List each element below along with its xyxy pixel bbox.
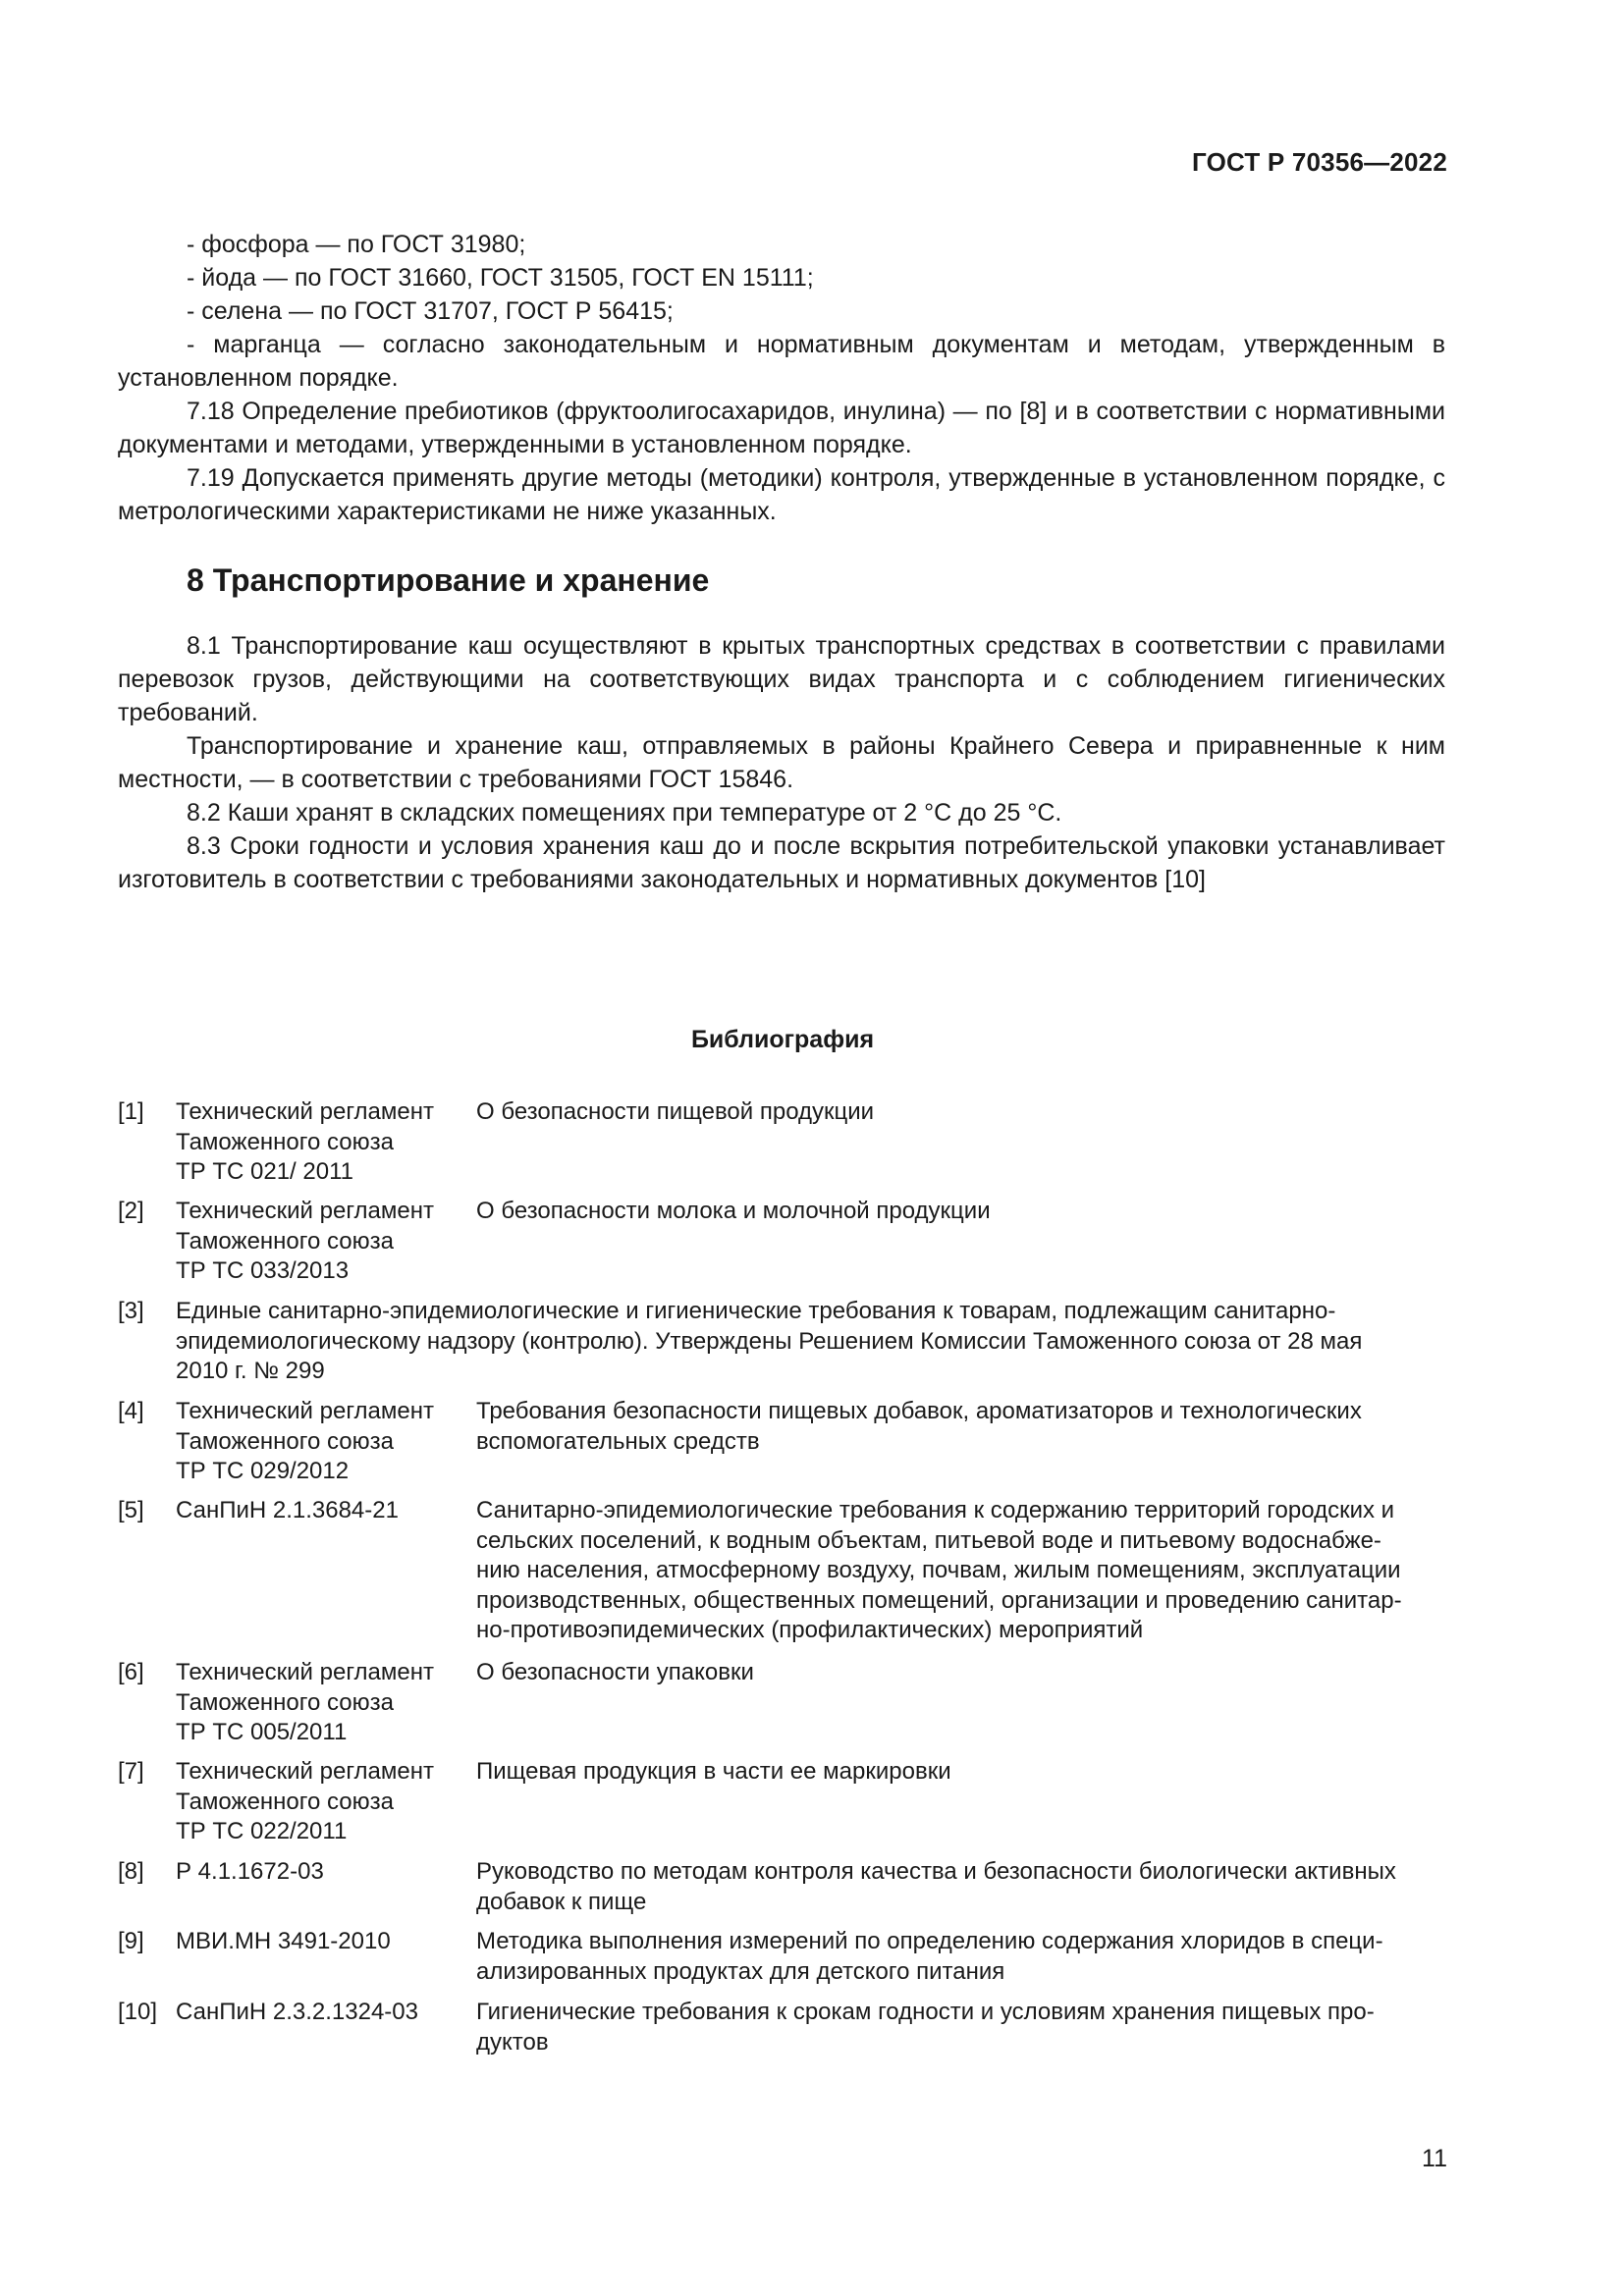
clause-8-2: 8.2 Каши хранят в складских помещениях при температуре от 2 °С до 25 °С. bbox=[187, 799, 1062, 827]
bib-document-title: О безопасности молока и молочной продукции bbox=[476, 1198, 991, 1224]
bib-number: [4] bbox=[118, 1398, 144, 1424]
bib-number: [3] bbox=[118, 1298, 144, 1324]
bib-number: [6] bbox=[118, 1659, 144, 1685]
bib-document-title: Руководство по методам контроля качества и безопасности биологически активных добавок к пище bbox=[476, 1858, 1396, 1915]
clause-8-1: 8.1 Транспортирование каш осуществляют в крытых транспортных средствах в соответствии с правилами перевозок грузов, действующими на соответствующих видах транспорта и с соблюдением гигиенических требований. bbox=[118, 632, 1445, 726]
document-header-id: ГОСТ Р 70356—2022 bbox=[1192, 147, 1447, 177]
method-manganese: - марганца — согласно законодательным и нормативным документам и методам, утвержденным в установленном порядке. bbox=[118, 331, 1445, 392]
bib-document-title: Пищевая продукция в части ее маркировки bbox=[476, 1758, 951, 1785]
bibliography-title: Библиография bbox=[690, 1026, 875, 1053]
clause-8-3: 8.3 Сроки годности и условия хранения каш до и после вскрытия потребительской упаковки устанавливает изготовитель в соответствии с требованиями законодательных и нормативных документов [10] bbox=[118, 832, 1445, 893]
section-8-title: 8 Транспортирование и хранение bbox=[187, 562, 710, 598]
bib-document-title: Гигиенические требования к срокам годности и условиям хранения пищевых про- дуктов bbox=[476, 1999, 1375, 2056]
bib-document-full: Единые санитарно-эпидемиологические и гигиенические требования к товарам, подлежащим санитарно- эпидемиологическому надзору (контролю). Утверждены Решением Комиссии Таможенного союза от 28 мая 2010 г. № 299 bbox=[176, 1298, 1363, 1384]
bib-document-id: СанПиН 2.3.2.1324-03 bbox=[176, 1999, 418, 2025]
clause-7-18: 7.18 Определение пребиотиков (фруктоолигосахаридов, инулина) — по [8] и в соответствии с нормативными документами и методами, утвержденными в установленном порядке. bbox=[118, 398, 1445, 458]
clause-8-1-far-north: Транспортирование и хранение каш, отправляемых в районы Крайнего Севера и приравненные к ним местности, — в соответствии с требованиями ГОСТ 15846. bbox=[118, 732, 1445, 793]
method-phosphorus: - фосфора — по ГОСТ 31980; bbox=[187, 231, 526, 258]
bib-document-id: Технический регламент Таможенного союза ТР ТС 005/2011 bbox=[176, 1659, 434, 1745]
bib-number: [10] bbox=[118, 1999, 158, 2025]
bib-document-id: Технический регламент Таможенного союза ТР ТС 021/ 2011 bbox=[176, 1098, 434, 1185]
method-selenium: - селена — по ГОСТ 31707, ГОСТ Р 56415; bbox=[187, 297, 674, 325]
bib-document-id: Технический регламент Таможенного союза ТР ТС 029/2012 bbox=[176, 1398, 434, 1484]
page-number: 11 bbox=[1422, 2145, 1447, 2172]
bib-document-id: Р 4.1.1672-03 bbox=[176, 1858, 324, 1885]
bib-document-title: О безопасности упаковки bbox=[476, 1659, 754, 1685]
bib-document-title: О безопасности пищевой продукции bbox=[476, 1098, 875, 1125]
bib-document-id: МВИ.МН 3491-2010 bbox=[176, 1928, 391, 1954]
bib-number: [1] bbox=[118, 1098, 144, 1125]
bib-document-id: СанПиН 2.1.3684-21 bbox=[176, 1497, 399, 1523]
bib-document-title: Санитарно-эпидемиологические требования к содержанию территорий городских и сельских поселений, к водным объектам, питьевой воде и питьевому водоснабже- нию населения, атмосферному воздуху, почвам, жилым помещениям, эксплуатации производственных, общественных помещений, организации и проведению санитар- но-противоэпидемических (профилактических) мероприятий bbox=[476, 1497, 1402, 1643]
bib-document-id: Технический регламент Таможенного союза ТР ТС 022/2011 bbox=[176, 1758, 434, 1844]
bib-number: [8] bbox=[118, 1858, 144, 1885]
bib-number: [5] bbox=[118, 1497, 144, 1523]
bib-number: [2] bbox=[118, 1198, 144, 1224]
method-iodine: - йода — по ГОСТ 31660, ГОСТ 31505, ГОСТ EN 15111; bbox=[187, 264, 814, 292]
clause-7-19: 7.19 Допускается применять другие методы (методики) контроля, утвержденные в установленном порядке, с метрологическими характеристиками не ниже указанных. bbox=[118, 464, 1445, 525]
bib-number: [7] bbox=[118, 1758, 144, 1785]
bib-number: [9] bbox=[118, 1928, 144, 1954]
bib-document-title: Требования безопасности пищевых добавок, ароматизаторов и технологических вспомогательных средств bbox=[476, 1398, 1362, 1455]
bib-document-id: Технический регламент Таможенного союза ТР ТС 033/2013 bbox=[176, 1198, 434, 1284]
bib-document-title: Методика выполнения измерений по определению содержания хлоридов в специ- ализированных продуктах для детского питания bbox=[476, 1928, 1383, 1985]
